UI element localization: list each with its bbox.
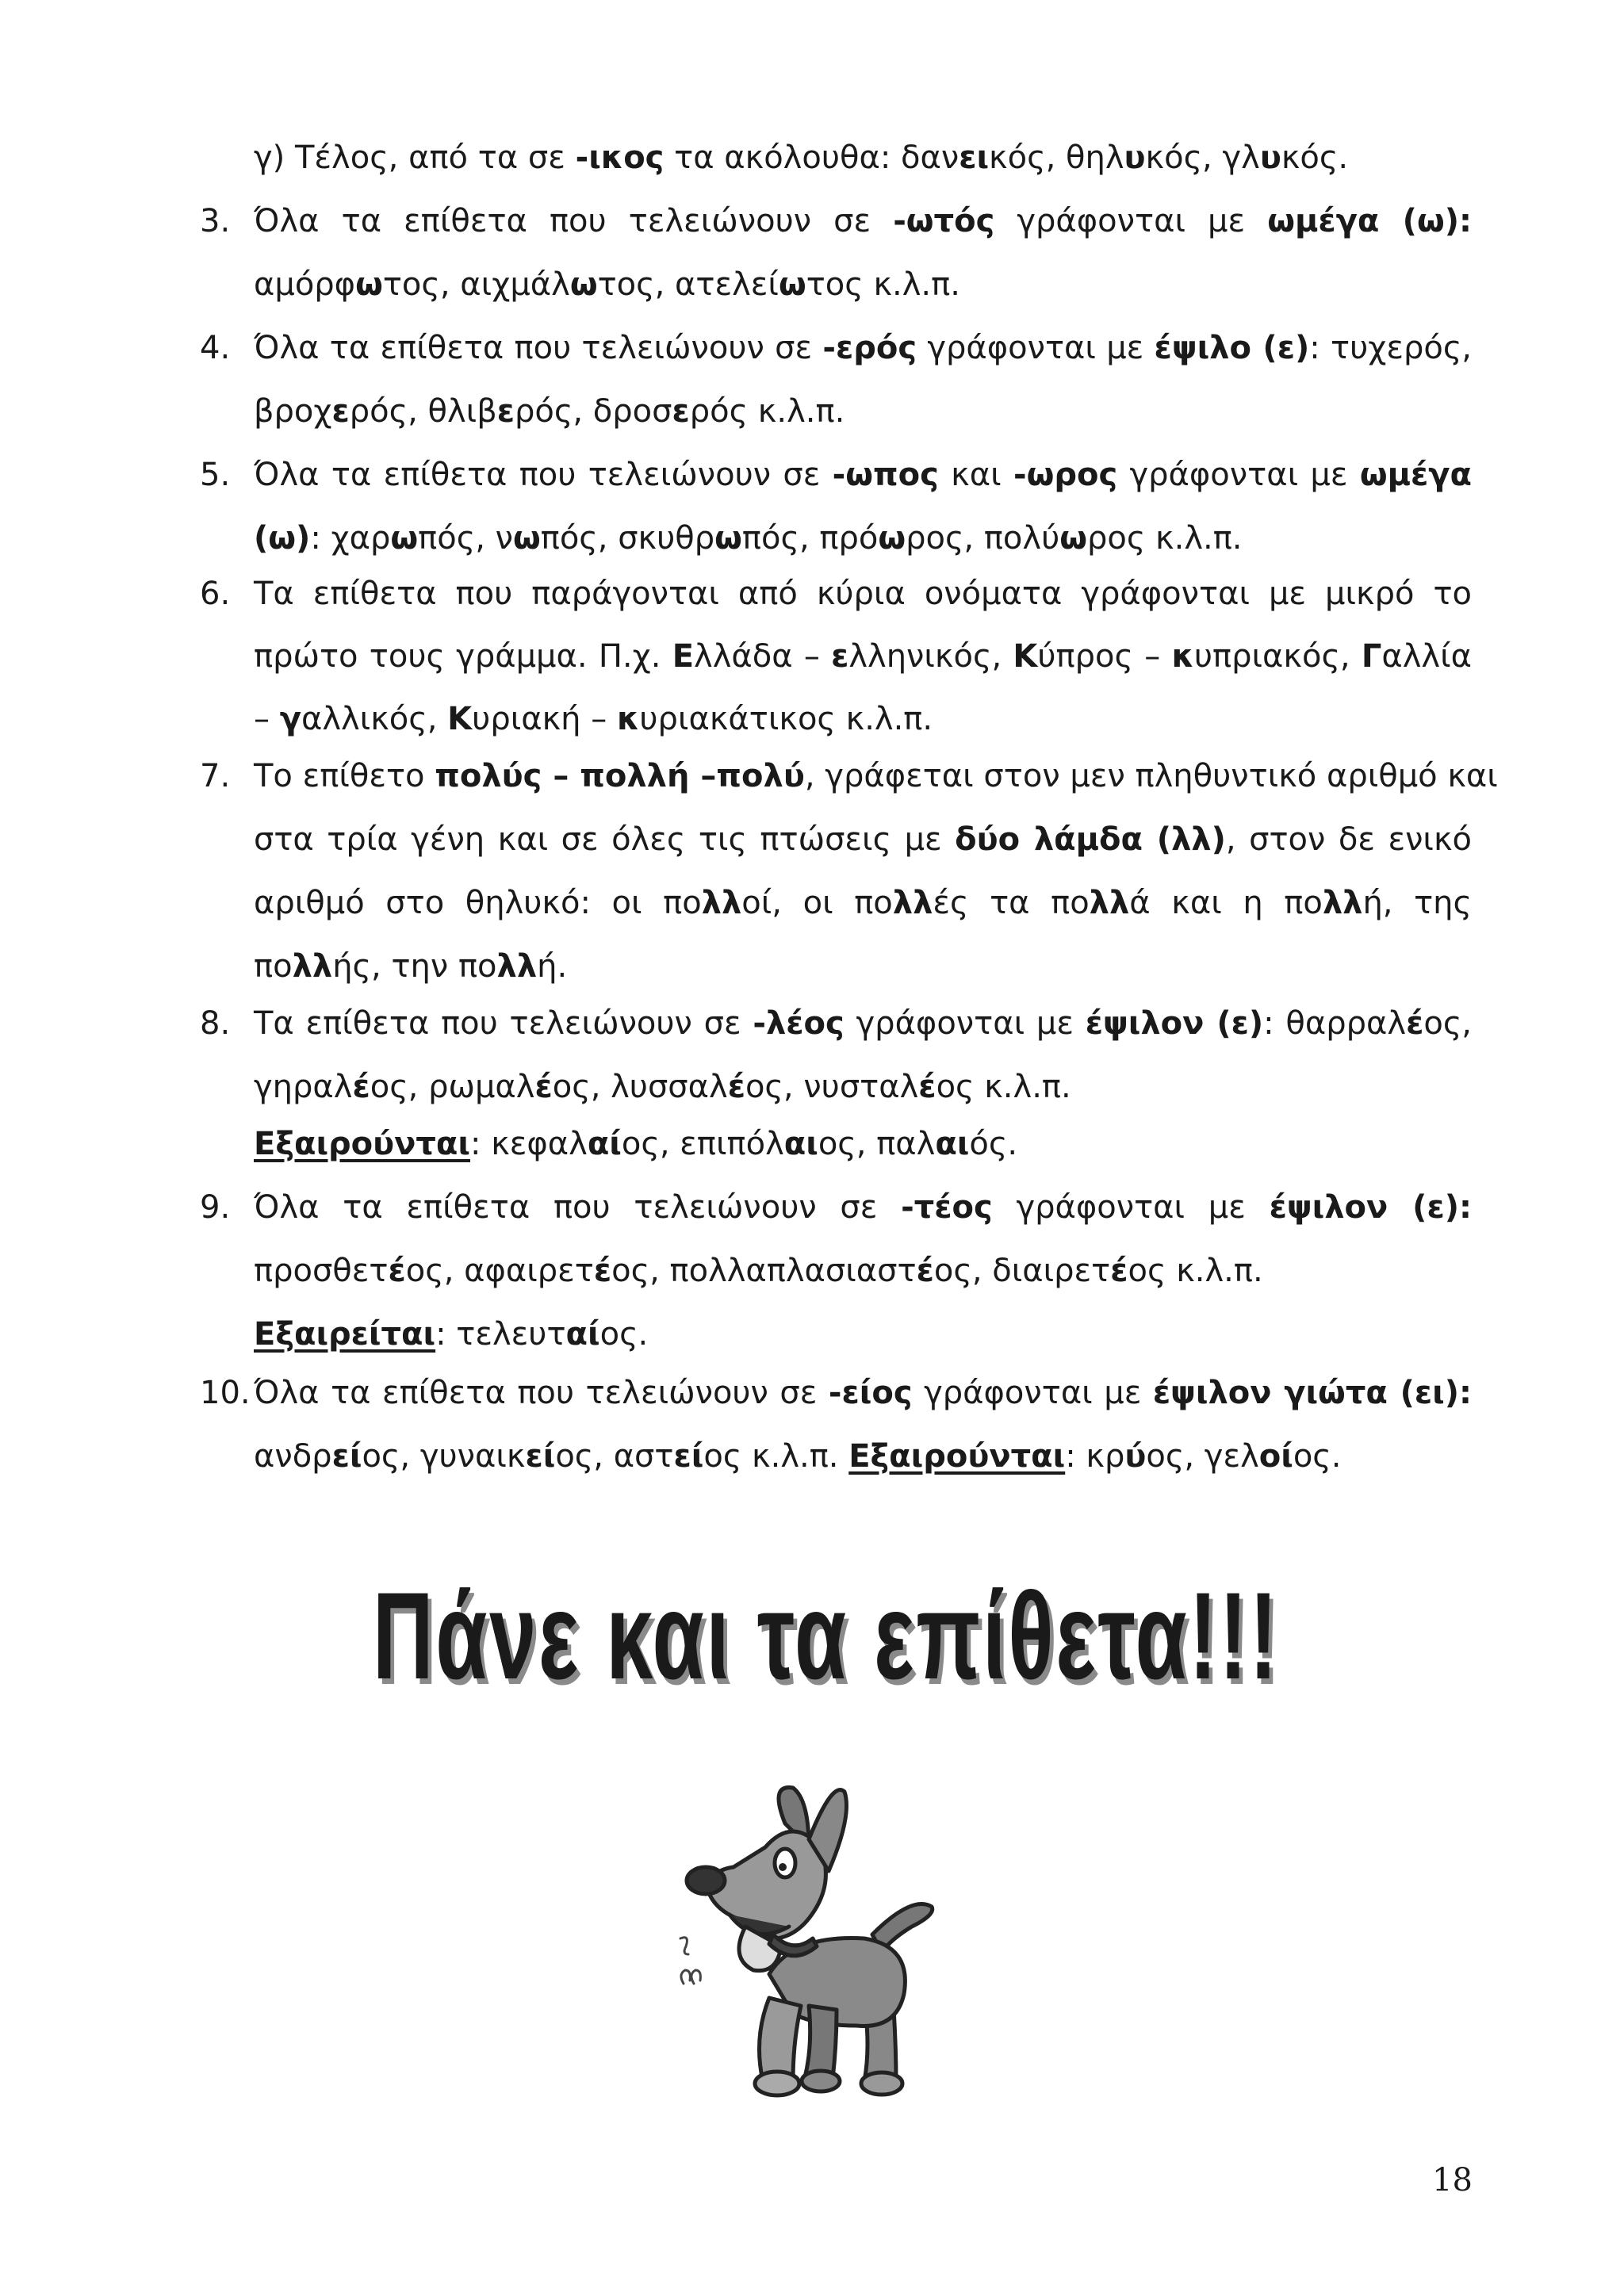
highlight: έ xyxy=(352,1069,370,1105)
highlight: ε xyxy=(496,393,515,430)
highlight: λλ xyxy=(496,948,538,985)
text: πο xyxy=(254,948,293,985)
text: ος, αφαιρετ xyxy=(405,1253,594,1289)
text: γ) Τέλος, από τα σε xyxy=(254,140,576,176)
text: γράφονται με xyxy=(912,1375,1153,1411)
text: Όλα τα επίθετα που τελειώνουν σε xyxy=(254,1375,829,1411)
text: πρώτο τους γράμμα. Π.χ. xyxy=(254,638,672,675)
ending-teos: -τέος xyxy=(901,1189,993,1226)
item-number-8: 8. xyxy=(200,1005,231,1042)
text: ος κ.λ.π. xyxy=(936,1069,1071,1105)
text: ύπρος – xyxy=(1037,638,1172,675)
highlight: εί xyxy=(331,1438,362,1475)
highlight: Κ xyxy=(1013,638,1038,675)
text: Όλα τα επίθετα που τελειώνουν σε xyxy=(254,457,833,493)
item-7-line-4 xyxy=(254,944,1472,989)
item-9-line-1 xyxy=(254,1185,1472,1230)
highlight: ει xyxy=(959,140,990,176)
text: τος, ατελεί xyxy=(597,266,779,303)
text: ος κ.λ.π. xyxy=(703,1438,849,1475)
text: ρος κ.λ.π. xyxy=(1086,520,1243,557)
highlight: αι xyxy=(783,1126,818,1162)
highlight: οί xyxy=(1258,1438,1293,1475)
text: ος, ρωμαλ xyxy=(370,1069,535,1105)
text: γράφονται με xyxy=(1117,457,1360,493)
highlight: ω xyxy=(1059,520,1087,557)
text: ος, γελ xyxy=(1146,1438,1259,1475)
highlight: έ xyxy=(918,1069,936,1105)
text: , γράφεται στον μεν πληθυντικό αριθμό και xyxy=(804,758,1498,794)
text: ρός, θλιβ xyxy=(349,393,497,430)
text: πός, πρό xyxy=(741,520,879,557)
ending-ikos: -ικος xyxy=(575,140,665,176)
ending-eros: -ερός xyxy=(822,330,917,366)
text: ή. xyxy=(537,948,568,985)
text: ής, την πο xyxy=(332,948,497,985)
text: ές τα πο xyxy=(933,885,1090,921)
highlight: ε xyxy=(831,638,849,675)
highlight: λλ xyxy=(1322,885,1363,921)
highlight: αί xyxy=(587,1126,622,1162)
text: ος, αστ xyxy=(555,1438,674,1475)
highlight: έ xyxy=(1406,1005,1424,1042)
highlight: ω xyxy=(878,520,906,557)
rule-letter: ωμέγα xyxy=(1359,457,1473,493)
text: γράφονται με xyxy=(992,1189,1270,1226)
highlight: έ xyxy=(916,1253,934,1289)
item-number-5: 5. xyxy=(200,457,231,493)
item-8-line-1 xyxy=(254,1001,1472,1046)
item-9-line-2 xyxy=(254,1249,1472,1293)
ending-leos: -λέος xyxy=(753,1005,845,1042)
text: ος κ.λ.π. xyxy=(1128,1253,1263,1289)
highlight: ω xyxy=(512,520,541,557)
exceptions-label: Εξαιρούνται xyxy=(848,1438,1066,1475)
highlight: εί xyxy=(673,1438,704,1475)
text: – xyxy=(254,701,280,737)
text: ος, νυσταλ xyxy=(745,1069,919,1105)
highlight: γ xyxy=(279,701,301,737)
text: ή, της xyxy=(1362,885,1472,921)
ending-eios: -είος xyxy=(828,1375,913,1411)
highlight: λλ xyxy=(701,885,742,921)
item-number-9: 9. xyxy=(200,1189,231,1226)
text: ος. xyxy=(599,1316,649,1353)
text: αμόρφ xyxy=(254,266,356,303)
text: ος, επιπόλ xyxy=(621,1126,784,1162)
item-4-line-1 xyxy=(254,326,1472,370)
text: κός, θηλ xyxy=(989,140,1124,176)
text: γράφονται με xyxy=(994,203,1268,239)
text: κός. xyxy=(1281,140,1349,176)
text: : κρ xyxy=(1065,1438,1125,1475)
item-9-exception xyxy=(254,1312,1472,1357)
highlight: ω xyxy=(714,520,742,557)
ending-oros: -ωρος xyxy=(1013,457,1118,493)
ending-otos: -ωτός xyxy=(893,203,995,239)
text: λλάδα – xyxy=(694,638,832,675)
text: γηραλ xyxy=(254,1069,353,1105)
highlight: κ xyxy=(616,701,640,737)
text: αλλικός, xyxy=(301,701,448,737)
highlight: ε xyxy=(331,393,350,430)
highlight: ω xyxy=(778,266,806,303)
item-number-4: 4. xyxy=(200,330,231,366)
text: ανδρ xyxy=(254,1438,332,1475)
text: γράφονται με xyxy=(844,1005,1086,1042)
item-number-3: 3. xyxy=(200,203,231,239)
text: αλλία xyxy=(1381,638,1473,675)
banner-title: Πάνε και τα επίθετα!!! xyxy=(373,1567,1280,1705)
item-7-line-1 xyxy=(254,754,1498,798)
highlight: κ xyxy=(1171,638,1194,675)
highlight: έ xyxy=(1110,1253,1128,1289)
highlight: ύ xyxy=(1124,1438,1147,1475)
text: ος, xyxy=(1423,1005,1473,1042)
text: ος, παλ xyxy=(818,1126,936,1162)
highlight: έ xyxy=(534,1069,553,1105)
text: οί, οι πο xyxy=(741,885,893,921)
text: γράφονται με xyxy=(917,330,1155,366)
item-7-line-3 xyxy=(254,881,1472,925)
text: υπριακός, xyxy=(1193,638,1362,675)
highlight: ω xyxy=(569,266,598,303)
item-5-line-1 xyxy=(254,453,1472,497)
adjective-polys: πολύς – πολλή –πολύ xyxy=(435,758,805,794)
highlight: ε xyxy=(672,393,690,430)
page-number: 18 xyxy=(1432,2162,1473,2198)
text: ος, διαιρετ xyxy=(933,1253,1111,1289)
text: Όλα τα επίθετα που τελειώνουν σε xyxy=(254,330,823,366)
text: κός, γλ xyxy=(1145,140,1260,176)
rule-letter: έψιλο (ε) xyxy=(1154,330,1310,366)
text: , στον δε ενικό xyxy=(1225,821,1472,858)
highlight: υ xyxy=(1124,140,1146,176)
item-10-line-1 xyxy=(254,1371,1472,1415)
text: : χαρ xyxy=(310,520,391,557)
text: Το επίθετο xyxy=(254,758,435,794)
rule-letter: ωμέγα (ω) xyxy=(1267,203,1460,239)
highlight: έ xyxy=(727,1069,745,1105)
text: ός. xyxy=(969,1126,1018,1162)
text: Όλα τα επίθετα που τελειώνουν σε xyxy=(254,203,894,239)
item-3-line-2 xyxy=(254,262,1472,307)
exception-label: Εξαιρείται xyxy=(254,1316,436,1353)
item-number-6: 6. xyxy=(200,576,231,612)
text: πός, ν xyxy=(418,520,513,557)
text: ος, πολλαπλασιαστ xyxy=(611,1253,917,1289)
text: υριακή – xyxy=(472,701,617,737)
text: ος. xyxy=(1293,1438,1342,1475)
highlight: Γ xyxy=(1361,638,1382,675)
item-number-10: 10. xyxy=(200,1375,251,1411)
text: πός, σκυθρ xyxy=(540,520,715,557)
cartoon-dog-illustration xyxy=(674,1776,959,2109)
rule-letter: δύο λάμδα (λλ) xyxy=(955,821,1226,858)
rule-letter: έψιλον γιώτα (ει) xyxy=(1152,1375,1459,1411)
highlight: εί xyxy=(525,1438,556,1475)
rule-letter: έψιλον (ε) xyxy=(1085,1005,1264,1042)
highlight: ω xyxy=(390,520,419,557)
text: ος, γυναικ xyxy=(362,1438,526,1475)
item-4-line-2 xyxy=(254,389,1472,434)
highlight: έ xyxy=(593,1253,612,1289)
text: ρός κ.λ.π. xyxy=(689,393,845,430)
text: ά και η πο xyxy=(1129,885,1323,921)
highlight: Ε xyxy=(672,638,695,675)
item-7-line-2 xyxy=(254,817,1472,862)
ending-opos: -ωπος xyxy=(832,457,939,493)
item-5-line-2 xyxy=(254,516,1472,561)
text: τος, αιχμάλ xyxy=(382,266,570,303)
item-10-line-2 xyxy=(254,1434,1472,1479)
highlight: λλ xyxy=(1089,885,1130,921)
text: Όλα τα επίθετα που τελειώνουν σε xyxy=(254,1189,902,1226)
text: : xyxy=(1459,203,1473,239)
item-number-7: 7. xyxy=(200,758,231,794)
item-6-line-3 xyxy=(254,697,1472,741)
item-8-line-2 xyxy=(254,1065,1472,1109)
highlight: ω xyxy=(355,266,383,303)
text: Τα επίθετα που τελειώνουν σε xyxy=(254,1005,753,1042)
text: ρός, δροσ xyxy=(515,393,672,430)
text: και xyxy=(938,457,1013,493)
highlight: Κ xyxy=(447,701,473,737)
text: λληνικός, xyxy=(848,638,1013,675)
highlight: αί xyxy=(565,1316,600,1353)
paragraph-c-line xyxy=(254,136,1472,180)
highlight: λλ xyxy=(892,885,933,921)
highlight: υ xyxy=(1259,140,1281,176)
text: : xyxy=(1459,1189,1473,1226)
text: : τελευτ xyxy=(435,1316,566,1353)
text: προσθετ xyxy=(254,1253,389,1289)
exceptions-label: Εξαιρούνται xyxy=(254,1126,470,1162)
highlight: έ xyxy=(388,1253,406,1289)
text: : xyxy=(1458,1375,1472,1411)
text: τα ακόλουθα: δαν xyxy=(664,140,959,176)
text: : τυχερός, xyxy=(1309,330,1473,366)
text: υριακάτικος κ.λ.π. xyxy=(639,701,933,737)
item-6-line-1: Τα επίθετα που παράγονται από κύρια ονόματα γράφονται με μικρό το xyxy=(254,576,1472,612)
rule-letter: (ω) xyxy=(254,520,311,557)
item-8-exceptions xyxy=(254,1122,1472,1166)
item-6-line-2 xyxy=(254,634,1472,679)
text: ρος, πολύ xyxy=(906,520,1060,557)
text: στα τρία γένη και σε όλες τις πτώσεις με xyxy=(254,821,956,858)
text: βροχ xyxy=(254,393,332,430)
text: αριθμό στο θηλυκό: οι πο xyxy=(254,885,702,921)
highlight: αι xyxy=(935,1126,970,1162)
text: : κεφαλ xyxy=(470,1126,588,1162)
text: τος κ.λ.π. xyxy=(806,266,960,303)
text: ος, λυσσαλ xyxy=(552,1069,728,1105)
text: : θαρραλ xyxy=(1263,1005,1407,1042)
rule-letter: έψιλον (ε) xyxy=(1269,1189,1460,1226)
highlight: λλ xyxy=(292,948,333,985)
item-3-line-1 xyxy=(254,199,1472,243)
